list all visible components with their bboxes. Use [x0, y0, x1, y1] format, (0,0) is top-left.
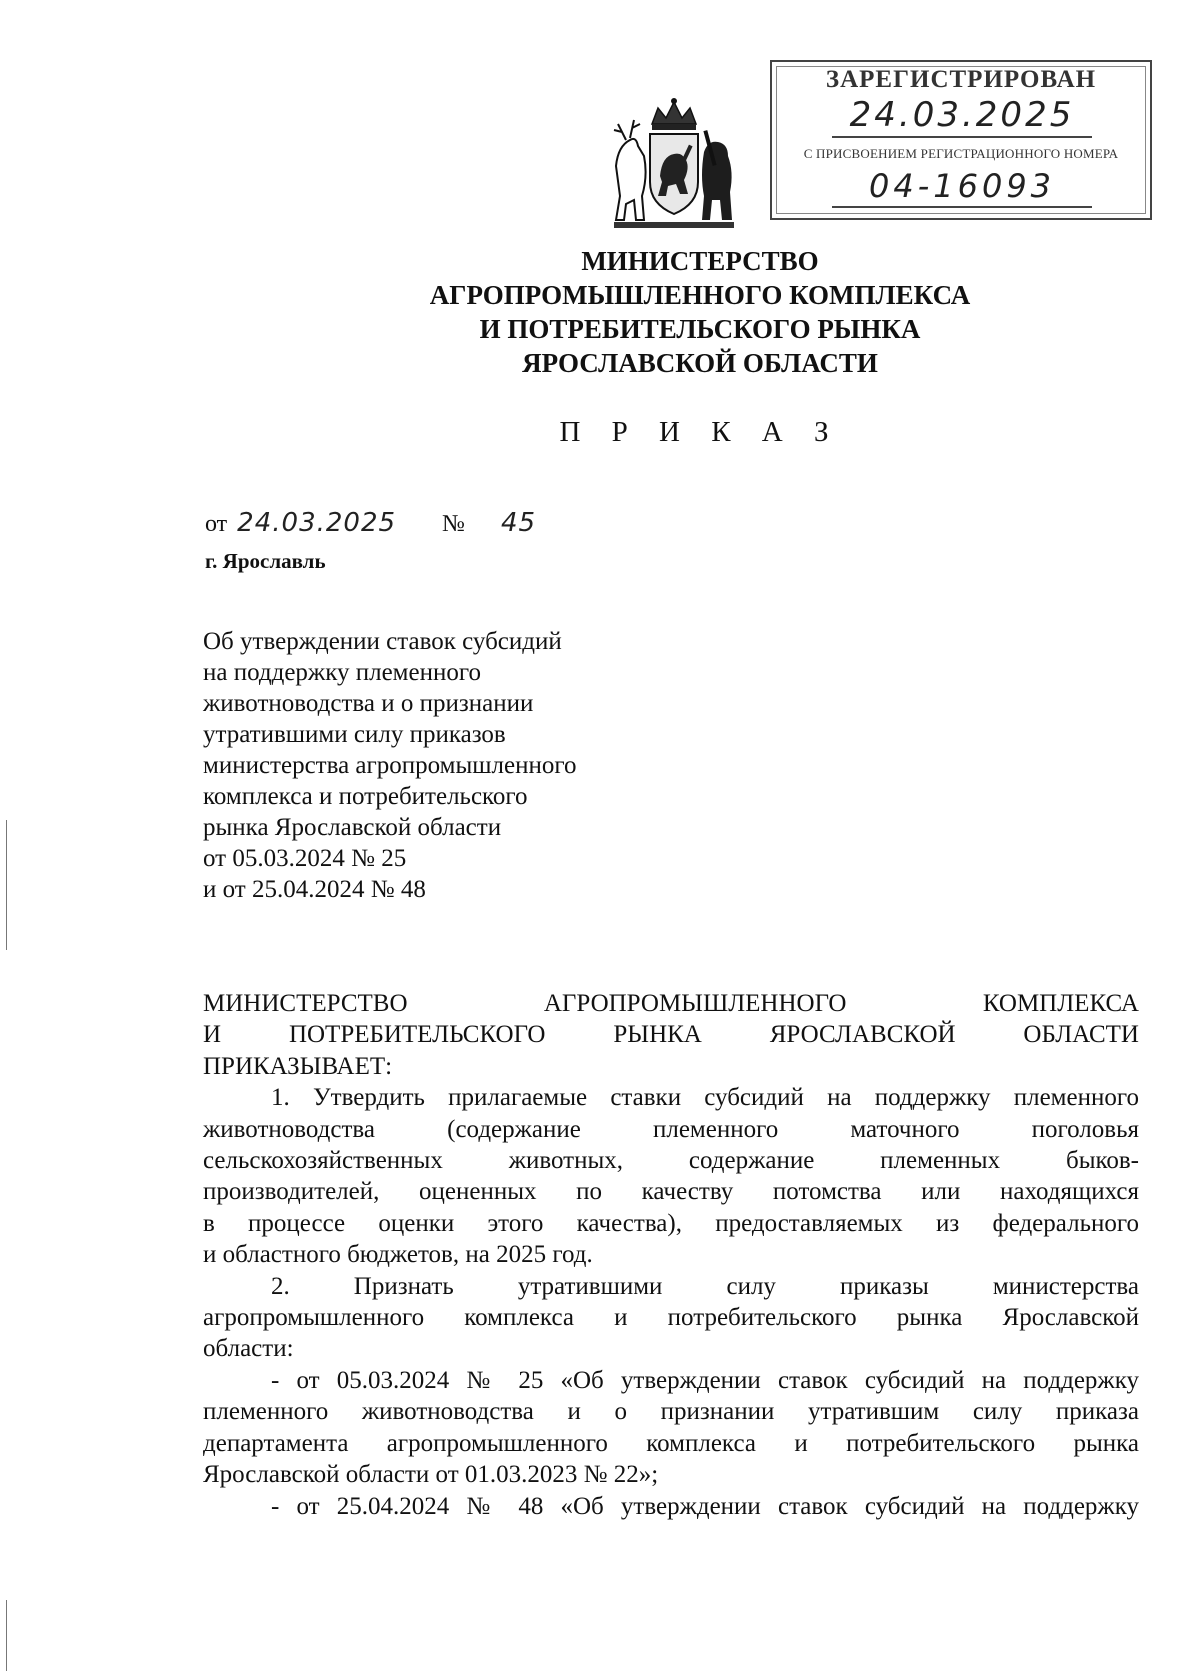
item2-line: 2. Признать утратившими силу приказы министерства	[271, 1272, 1139, 1300]
scan-margin-mark	[6, 1600, 7, 1671]
subject-line: утратившими силу приказов	[203, 721, 506, 748]
order-number: 45	[500, 508, 537, 538]
ministry-line: МИНИСТЕРСТВО	[581, 246, 819, 276]
from-label: от	[205, 511, 228, 537]
item2a-line: Ярославской области от 01.03.2023 № 22»;	[203, 1461, 659, 1489]
preamble-line: И ПОТРЕБИТЕЛЬСКОГО РЫНКА ЯРОСЛАВСКОЙ ОБЛАСТИ	[203, 1021, 1139, 1049]
subject-line: на поддержку племенного	[203, 659, 481, 686]
stamp-title: ЗАРЕГИСТРИРОВАН	[825, 66, 1097, 93]
stamp-registration-number: 04-16093	[832, 166, 1092, 208]
item2a-line: департамента агропромышленного комплекса и потребительского рынка	[203, 1429, 1139, 1457]
item2-line: агропромышленного комплекса и потребительского рынка Ярославской	[203, 1304, 1139, 1332]
subject-line: от 05.03.2024 № 25	[203, 845, 407, 872]
ministry-line: ЯРОСЛАВСКОЙ ОБЛАСТИ	[522, 348, 878, 378]
subject-line: министерства агропромышленного	[203, 752, 577, 779]
coat-of-arms-icon	[608, 96, 740, 232]
item2a-line: племенного животноводства и о признании утратившим силу приказа	[203, 1398, 1139, 1426]
ministry-name	[200, 244, 1200, 380]
item1-line: и областного бюджетов, на 2025 год.	[203, 1241, 593, 1269]
subject-line: животноводства и о признании	[203, 690, 534, 717]
order-body	[203, 988, 1139, 1522]
item2a-line: - от 05.03.2024 № 25 «Об утверждении ставок субсидий на поддержку	[271, 1366, 1139, 1394]
item1-line: животноводства (содержание племенного маточного поголовья	[203, 1115, 1139, 1143]
registration-stamp	[770, 60, 1152, 220]
item1-line: в процессе оценки этого качества), предоставляемых из федерального	[203, 1209, 1139, 1237]
order-date-line	[205, 508, 536, 542]
number-label: №	[442, 511, 465, 537]
subject-line: комплекса и потребительского	[203, 783, 528, 810]
item2-line: области:	[203, 1335, 294, 1363]
stamp-date: 24.03.2025	[832, 94, 1092, 138]
document-type: П Р И К А З	[559, 416, 841, 448]
preamble-line: МИНИСТЕРСТВО АГРОПРОМЫШЛЕННОГО КОМПЛЕКСА	[203, 990, 1139, 1017]
scan-margin-mark	[6, 820, 7, 950]
order-subject	[203, 626, 643, 905]
item2b-line: - от 25.04.2024 № 48 «Об утверждении ставок субсидий на поддержку	[271, 1492, 1139, 1520]
ministry-line: И ПОТРЕБИТЕЛЬСКОГО РЫНКА	[479, 314, 921, 344]
order-city: г. Ярославль	[205, 549, 326, 573]
preamble-line: ПРИКАЗЫВАЕТ:	[203, 1052, 393, 1080]
item1-line: производителей, оцененных по качеству потомства или находящихся	[203, 1178, 1139, 1206]
stamp-subtitle: С ПРИСВОЕНИЕМ РЕГИСТРАЦИОННОГО НОМЕРА	[803, 146, 1119, 161]
item1-line: сельскохозяйственных животных, содержание племенных быков-	[203, 1147, 1139, 1175]
subject-line: рынка Ярославской области	[203, 814, 502, 841]
order-date: 24.03.2025	[237, 508, 397, 538]
subject-line: и от 25.04.2024 № 48	[203, 876, 426, 903]
ministry-line: АГРОПРОМЫШЛЕННОГО КОМПЛЕКСА	[429, 280, 971, 310]
subject-line: Об утверждении ставок субсидий	[203, 628, 562, 655]
item1-line: 1. Утвердить прилагаемые ставки субсидий на поддержку племенного	[271, 1084, 1139, 1112]
